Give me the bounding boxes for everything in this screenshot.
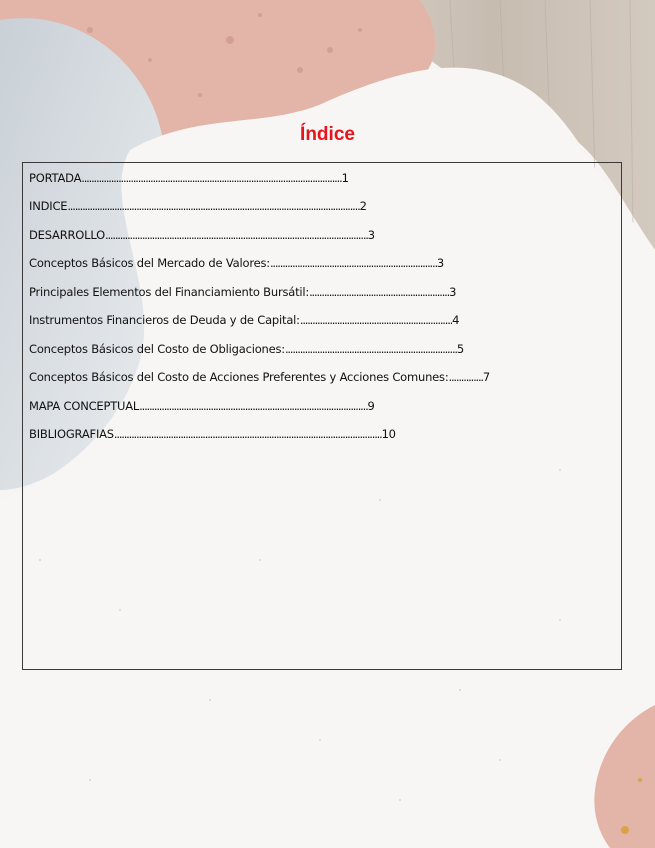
toc-entry[interactable] xyxy=(29,399,375,413)
toc-entry-page-number: 3 xyxy=(436,256,445,270)
toc-leader-dots: ....................................................................................................................... xyxy=(67,199,360,213)
toc-entry-page-number: 4 xyxy=(452,313,460,327)
toc-entry-label: Principales Elementos del Financiamiento Bursátil: xyxy=(29,285,310,299)
toc-leader-dots: .............. xyxy=(448,370,483,384)
table-of-contents xyxy=(22,162,622,670)
toc-entry[interactable] xyxy=(29,313,459,327)
toc-entry-label: BIBLIOGRAFIAS xyxy=(29,427,114,441)
toc-entry-page-number: 3 xyxy=(367,228,375,242)
toc-leader-dots: .......................................................................................................... xyxy=(81,171,342,185)
toc-entry-label: Conceptos Básicos del Costo de Obligaciones: xyxy=(29,342,285,356)
toc-entry-page-number: 7 xyxy=(482,370,491,384)
toc-entry-page-number: 2 xyxy=(359,199,367,213)
toc-entry-page-number: 10 xyxy=(381,427,396,441)
toc-leader-dots: ......................................................... xyxy=(309,285,450,299)
toc-entry-label: INDICE xyxy=(29,199,68,213)
toc-leader-dots: ............................................................................................................. xyxy=(113,427,382,441)
toc-entry[interactable] xyxy=(29,256,444,270)
toc-entry[interactable] xyxy=(29,199,367,213)
toc-entry[interactable] xyxy=(29,427,396,441)
toc-entry-label: Instrumentos Financieros de Deuda y de Capital: xyxy=(29,313,300,327)
toc-entry[interactable] xyxy=(29,342,464,356)
toc-entry-page-number: 1 xyxy=(341,171,349,185)
toc-entry-page-number: 3 xyxy=(449,285,457,299)
toc-leader-dots: .................................................................... xyxy=(269,256,437,270)
toc-entry-label: PORTADA xyxy=(29,171,82,185)
toc-leader-dots: ............................................................................................. xyxy=(139,399,368,413)
toc-entry-label: MAPA CONCEPTUAL xyxy=(29,399,140,413)
toc-entry-label: DESARROLLO xyxy=(29,228,105,242)
toc-entry[interactable] xyxy=(29,228,375,242)
toc-entry[interactable] xyxy=(29,370,490,384)
toc-leader-dots: ...................................................................... xyxy=(284,342,457,356)
toc-leader-dots: .............................................................. xyxy=(299,313,453,327)
toc-entry[interactable] xyxy=(29,171,349,185)
toc-entry-label: Conceptos Básicos del Costo de Acciones Preferentes y Acciones Comunes: xyxy=(29,370,449,384)
toc-entry-page-number: 5 xyxy=(456,342,464,356)
toc-entry-page-number: 9 xyxy=(367,399,375,413)
toc-entry[interactable] xyxy=(29,285,456,299)
toc-leader-dots: ........................................................................................................... xyxy=(105,228,368,242)
page-title: Índice xyxy=(300,124,355,145)
toc-entry-label: Conceptos Básicos del Mercado de Valores: xyxy=(29,256,270,270)
